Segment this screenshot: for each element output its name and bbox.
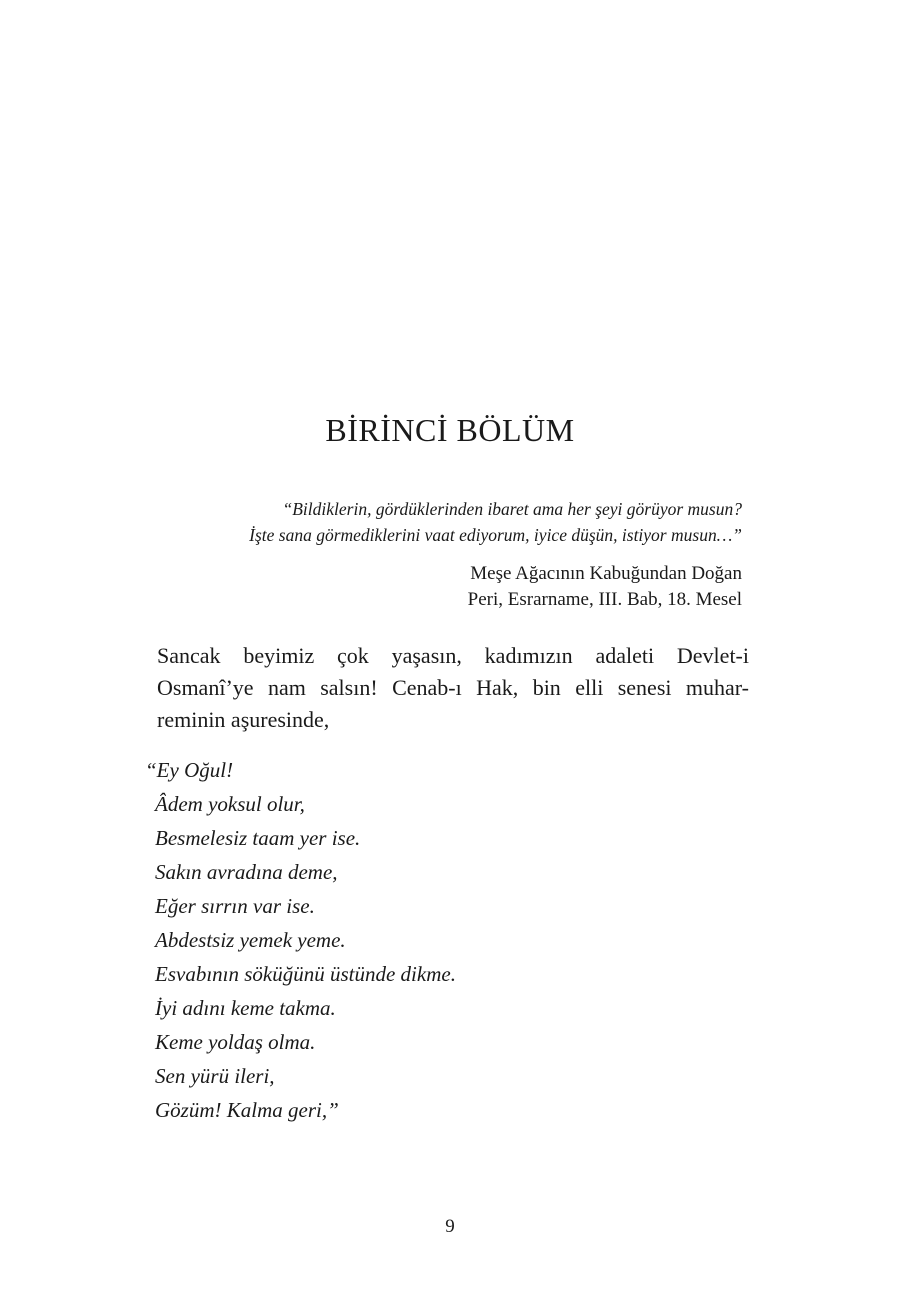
- poem-verse: Âdem yoksul olur,: [155, 792, 305, 816]
- poem-block: [145, 753, 456, 1127]
- poem-verse: Gözüm! Kalma geri,”: [155, 1098, 339, 1122]
- page-number: 9: [445, 1216, 455, 1237]
- poem-verse: Sen yürü ileri,: [155, 1064, 275, 1088]
- epigraph-attribution: [468, 561, 742, 613]
- poem-verse: Esvabının söküğünü üstünde dikme.: [155, 962, 456, 986]
- paragraph-line: reminin aşuresinde,: [157, 707, 330, 732]
- poem-verse: İyi adını keme takma.: [155, 996, 336, 1020]
- poem-verse: Sakın avradına deme,: [155, 860, 338, 884]
- poem-verse: Eğer sırrın var ise.: [155, 894, 315, 918]
- epigraph-line: “Bildiklerin, gördüklerinden ibaret ama her şeyi görüyor musun?: [282, 499, 742, 519]
- poem-verse: Besmelesiz taam yer ise.: [155, 826, 361, 850]
- poem-verse: Abdestsiz yemek yeme.: [155, 928, 346, 952]
- epigraph-quote: [249, 496, 742, 548]
- attribution-line: Meşe Ağacının Kabuğundan Doğan: [470, 563, 742, 584]
- epigraph-line: İşte sana görmediklerini vaat ediyorum, iyice düşün, istiyor musun…”: [249, 525, 742, 545]
- paragraph-line: Sancak beyimiz çok yaşasın, kadımızın adaleti Devlet-i: [157, 643, 749, 668]
- body-paragraph: [157, 640, 749, 736]
- attribution-line: Peri, Esrarname, III. Bab, 18. Mesel: [467, 589, 742, 610]
- paragraph-line: Osmanî’ye nam salsın! Cenab-ı Hak, bin elli senesi muhar-: [157, 675, 749, 700]
- poem-verse: “Ey Oğul!: [145, 758, 234, 782]
- chapter-title: BİRİNCİ BÖLÜM: [325, 412, 575, 448]
- poem-verse: Keme yoldaş olma.: [155, 1030, 316, 1054]
